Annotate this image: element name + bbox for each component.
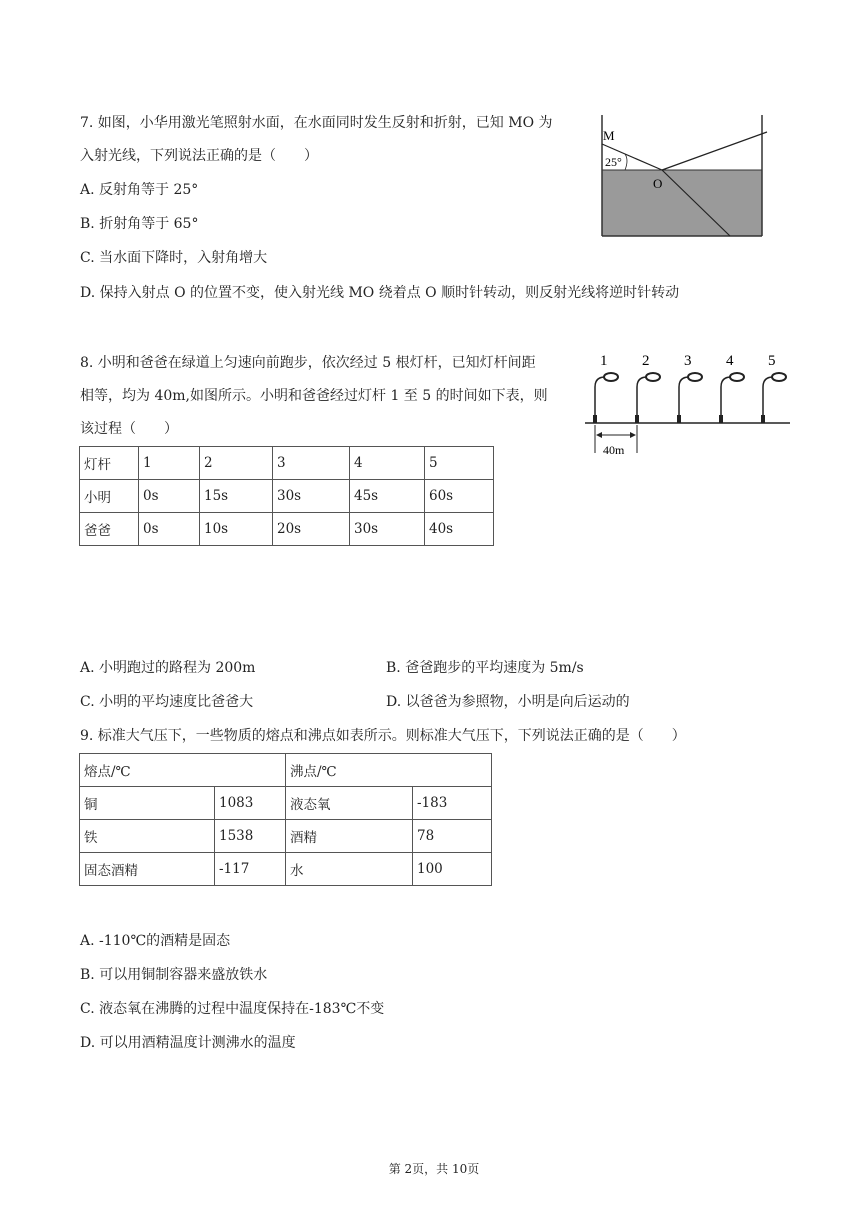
table-cell: 液态氧 bbox=[286, 787, 413, 820]
q7-option-a: A. 反射角等于 25° bbox=[80, 182, 199, 198]
table-header-cell: 熔点/℃ bbox=[80, 754, 286, 787]
lamp-post-label-1: 1 bbox=[600, 353, 608, 369]
q9-option-d: D. 可以用酒精温度计测沸水的温度 bbox=[80, 1035, 296, 1051]
table-cell: 水 bbox=[286, 853, 413, 886]
page-footer: 第 2页，共 10页 bbox=[388, 1162, 480, 1176]
table-row bbox=[80, 513, 494, 546]
q8-stem-line2: 相等，均为 40m,如图所示。小明和爸爸经过灯杆 1 至 5 的时间如下表，则 bbox=[80, 388, 548, 404]
reflected-ray bbox=[662, 132, 767, 170]
table-cell: 1083 bbox=[215, 787, 286, 820]
q8-option-b: B. 爸爸跑步的平均速度为 5m/s bbox=[386, 660, 584, 676]
table-cell: 4 bbox=[350, 447, 425, 480]
label-angle: 25° bbox=[605, 155, 622, 169]
q8-option-a: A. 小明跑过的路程为 200m bbox=[80, 660, 256, 676]
q7-reflection-figure bbox=[595, 110, 775, 240]
lamp-post-5 bbox=[761, 353, 786, 423]
table-cell: 0s bbox=[139, 513, 200, 546]
lamp-head-3 bbox=[688, 373, 702, 381]
lamp-base-5 bbox=[761, 415, 765, 423]
q9-option-b: B. 可以用铜制容器来盛放铁水 bbox=[80, 967, 268, 983]
q7-stem-line2: 入射光线，下列说法正确的是（ ） bbox=[80, 148, 318, 164]
table-cell: 60s bbox=[425, 480, 494, 513]
table-row bbox=[80, 787, 492, 820]
table-cell: 45s bbox=[350, 480, 425, 513]
table-header-cell: 沸点/℃ bbox=[286, 754, 492, 787]
lamp-head-1 bbox=[604, 373, 618, 381]
table-row bbox=[80, 754, 492, 787]
lamp-post-2 bbox=[635, 353, 660, 423]
table-cell: -117 bbox=[215, 853, 286, 886]
lamp-pole-4 bbox=[721, 377, 731, 415]
lamp-head-4 bbox=[730, 373, 744, 381]
lamp-post-1 bbox=[593, 353, 618, 423]
lamp-post-label-5: 5 bbox=[768, 353, 776, 369]
lamp-base-3 bbox=[677, 415, 681, 423]
q8-stem-line1: 8. 小明和爸爸在绿道上匀速向前跑步，依次经过 5 根灯杆，已知灯杆间距 bbox=[80, 355, 536, 371]
table-cell: 100 bbox=[413, 853, 492, 886]
lamp-pole-3 bbox=[679, 377, 689, 415]
table-cell: 铁 bbox=[80, 820, 215, 853]
q7-option-d: D. 保持入射点 O 的位置不变，使入射光线 MO 绕着点 O 顺时针转动，则反射光线将逆时针转动 bbox=[80, 285, 680, 301]
table-row bbox=[80, 853, 492, 886]
table-cell: 30s bbox=[273, 480, 350, 513]
label-m: M bbox=[603, 128, 615, 143]
table-cell: 40s bbox=[425, 513, 494, 546]
lamp-post-3 bbox=[677, 353, 702, 423]
table-cell: 酒精 bbox=[286, 820, 413, 853]
q9-melting-boiling-table bbox=[79, 753, 492, 886]
table-cell: 20s bbox=[273, 513, 350, 546]
lamp-pole-1 bbox=[595, 377, 605, 415]
lamp-pole-2 bbox=[637, 377, 647, 415]
q9-option-c: C. 液态氧在沸腾的过程中温度保持在-183℃不变 bbox=[80, 1001, 385, 1017]
table-cell: 78 bbox=[413, 820, 492, 853]
table-cell: 30s bbox=[350, 513, 425, 546]
table-cell: 5 bbox=[425, 447, 494, 480]
q7-stem-line1: 7. 如图，小华用激光笔照射水面，在水面同时发生反射和折射，已知 MO 为 bbox=[80, 115, 553, 131]
water-region bbox=[602, 170, 762, 236]
q7-option-b: B. 折射角等于 65° bbox=[80, 216, 199, 232]
table-cell: 1538 bbox=[215, 820, 286, 853]
table-cell: -183 bbox=[413, 787, 492, 820]
lamp-base-2 bbox=[635, 415, 639, 423]
q8-lamp-post-figure bbox=[585, 345, 795, 465]
q7-option-c: C. 当水面下降时，入射角增大 bbox=[80, 250, 268, 266]
table-cell: 0s bbox=[139, 480, 200, 513]
angle-arc bbox=[625, 154, 627, 170]
q9-stem: 9. 标准大气压下，一些物质的熔点和沸点如表所示。则标准大气压下，下列说法正确的是（ ） bbox=[80, 728, 686, 744]
table-cell: 固态酒精 bbox=[80, 853, 215, 886]
table-cell: 2 bbox=[200, 447, 273, 480]
q8-option-d: D. 以爸爸为参照物，小明是向后运动的 bbox=[386, 694, 630, 710]
table-cell: 1 bbox=[139, 447, 200, 480]
table-row bbox=[80, 480, 494, 513]
table-cell: 小明 bbox=[80, 480, 139, 513]
lamp-base-4 bbox=[719, 415, 723, 423]
lamp-base-1 bbox=[593, 415, 597, 423]
q8-time-table bbox=[79, 446, 494, 546]
label-o: O bbox=[653, 176, 663, 191]
distance-arrowhead-right bbox=[630, 432, 636, 438]
distance-arrowhead-left bbox=[596, 432, 602, 438]
lamp-post-label-2: 2 bbox=[642, 353, 650, 369]
lamp-post-label-3: 3 bbox=[684, 353, 692, 369]
table-cell: 灯杆 bbox=[80, 447, 139, 480]
table-cell: 铜 bbox=[80, 787, 215, 820]
table-cell: 爸爸 bbox=[80, 513, 139, 546]
table-row bbox=[80, 820, 492, 853]
distance-label: 40m bbox=[603, 443, 625, 457]
lamp-pole-5 bbox=[763, 377, 773, 415]
lamp-post-label-4: 4 bbox=[726, 353, 734, 369]
table-cell: 15s bbox=[200, 480, 273, 513]
q8-option-c: C. 小明的平均速度比爸爸大 bbox=[80, 694, 254, 710]
table-cell: 10s bbox=[200, 513, 273, 546]
q9-option-a: A. -110℃的酒精是固态 bbox=[80, 933, 231, 949]
q8-stem-line3: 该过程（ ） bbox=[80, 421, 178, 437]
lamp-head-2 bbox=[646, 373, 660, 381]
lamp-head-5 bbox=[772, 373, 786, 381]
table-cell: 3 bbox=[273, 447, 350, 480]
lamp-post-4 bbox=[719, 353, 744, 423]
table-row bbox=[80, 447, 494, 480]
